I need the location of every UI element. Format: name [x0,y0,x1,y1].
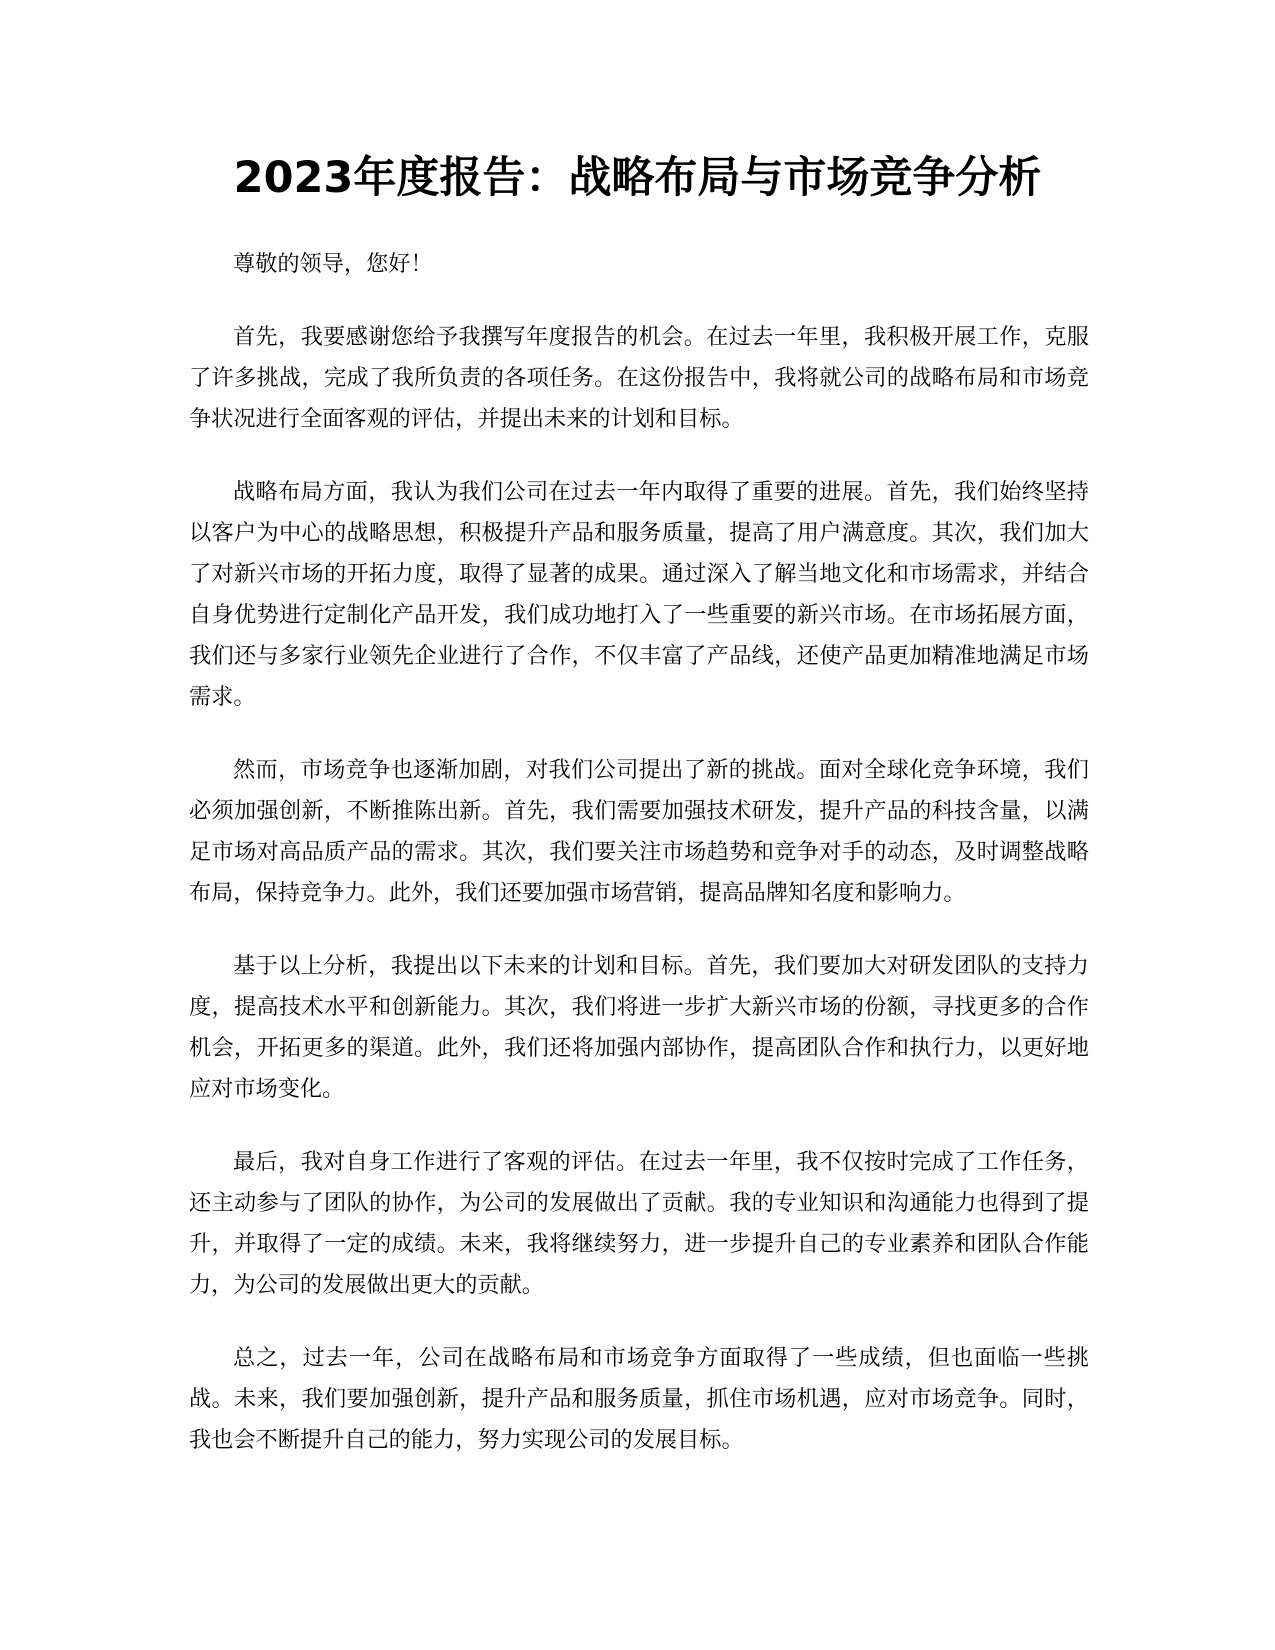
document-body [189,244,1089,1493]
paragraph-conclusion: 总之，过去一年，公司在战略布局和市场竞争方面取得了一些成绩，但也面临一些挑战。未来，我们要加强创新，提升产品和服务质量，抓住市场机遇，应对市场竞争。同时，我也会不断提升自己的能力，努力实现公司的发展目标。 [189,1345,1089,1453]
paragraph-strategy: 战略布局方面，我认为我们公司在过去一年内取得了重要的进展。首先，我们始终坚持以客户为中心的战略思想，积极提升产品和服务质量，提高了用户满意度。其次，我们加大了对新兴市场的开拓力度，取得了显著的成果。通过深入了解当地文化和市场需求，并结合自身优势进行定制化产品开发，我们成功地打入了一些重要的新兴市场。在市场拓展方面，我们还与多家行业领先企业进行了合作，不仅丰富了产品线，还使产品更加精准地满足市场需求。 [189,479,1089,710]
paragraph-self-evaluation: 最后，我对自身工作进行了客观的评估。在过去一年里，我不仅按时完成了工作任务，还主动参与了团队的协作，为公司的发展做出了贡献。我的专业知识和沟通能力也得到了提升，并取得了一定的成绩。未来，我将继续努力，进一步提升自己的专业素养和团队合作能力，为公司的发展做出更大的贡献。 [189,1149,1089,1298]
paragraph-greeting: 尊敬的领导，您好！ [233,251,433,277]
paragraph-introduction: 首先，我要感谢您给予我撰写年度报告的机会。在过去一年里，我积极开展工作，克服了许多挑战，完成了我所负责的各项任务。在这份报告中，我将就公司的战略布局和市场竞争状况进行全面客观的评估，并提出未来的计划和目标。 [189,324,1089,432]
paragraph-competition: 然而，市场竞争也逐渐加剧，对我们公司提出了新的挑战。面对全球化竞争环境，我们必须加强创新，不断推陈出新。首先，我们需要加强技术研发，提升产品的科技含量，以满足市场对高品质产品的需求。其次，我们要关注市场趋势和竞争对手的动态，及时调整战略布局，保持竞争力。此外，我们还要加强市场营销，提高品牌知名度和影响力。 [189,757,1089,906]
paragraph-plans: 基于以上分析，我提出以下未来的计划和目标。首先，我们要加大对研发团队的支持力度，提高技术水平和创新能力。其次，我们将进一步扩大新兴市场的份额，寻找更多的合作机会，开拓更多的渠道。此外，我们还将加强内部协作，提高团队合作和执行力，以更好地应对市场变化。 [189,953,1089,1102]
document-title: 2023年度报告：战略布局与市场竞争分析 [233,153,1042,203]
